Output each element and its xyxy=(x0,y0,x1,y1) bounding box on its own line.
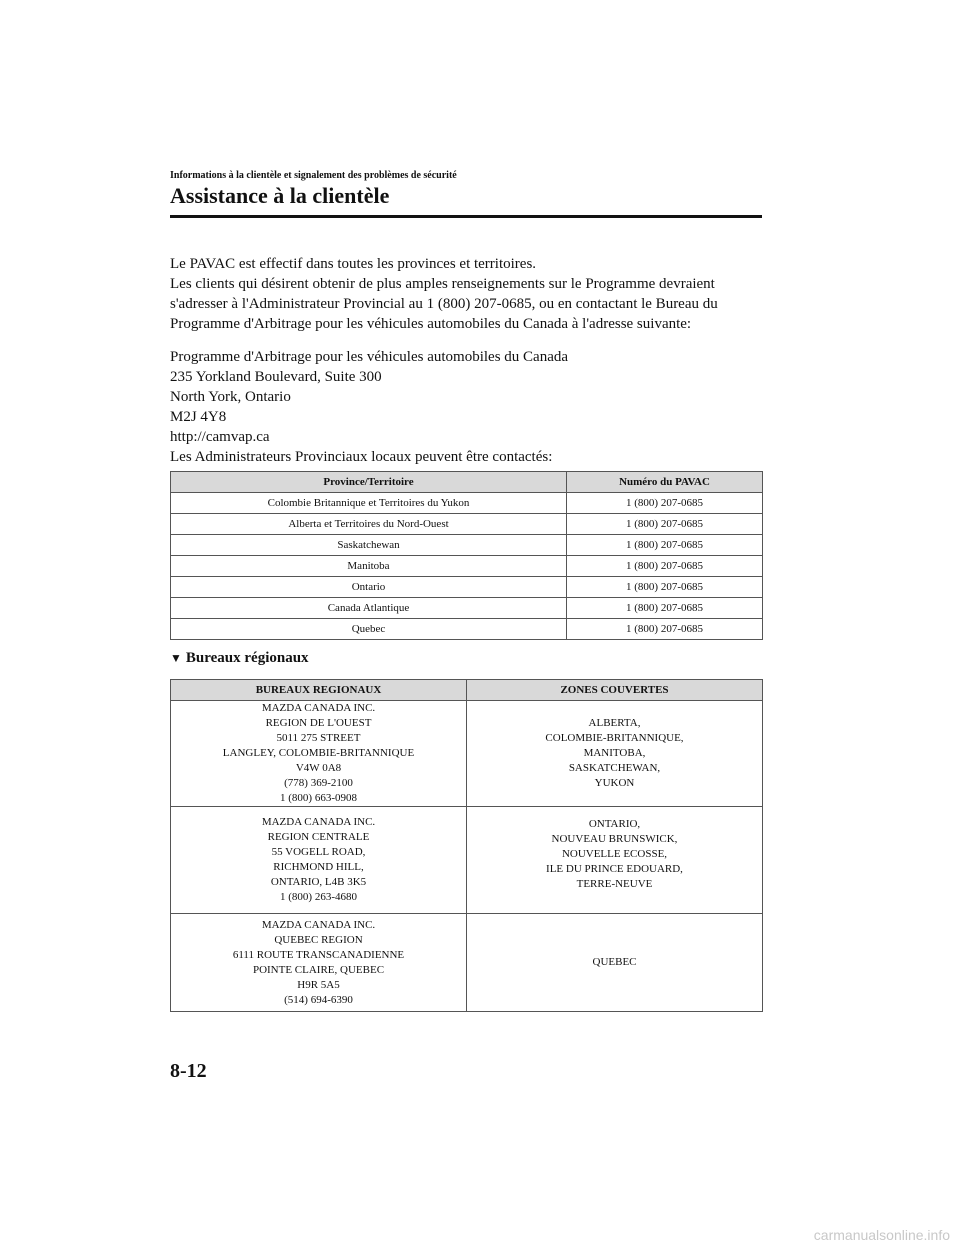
zone-line: YUKON xyxy=(594,777,635,789)
breadcrumb: Informations à la clientèle et signalement des problèmes de sécurité xyxy=(170,170,457,181)
office-line: MAZDA CANADA INC. xyxy=(261,816,376,828)
province-cell: Quebec xyxy=(171,619,567,640)
province-cell: Ontario xyxy=(171,577,567,598)
regional-offices-table xyxy=(170,679,763,1012)
office-line: RICHMOND HILL, xyxy=(273,861,364,873)
address-street: 235 Yorkland Boulevard, Suite 300 xyxy=(170,369,382,385)
office-line: QUEBEC REGION xyxy=(274,933,363,946)
zone-line: ALBERTA, xyxy=(588,717,641,729)
zone-line: MANITOBA, xyxy=(583,747,646,759)
contact-note: Les Administrateurs Provinciaux locaux peuvent être contactés: xyxy=(170,449,553,465)
office-line: POINTE CLAIRE, QUEBEC xyxy=(252,963,385,976)
table-row xyxy=(171,598,763,619)
office-line: (514) 694-6390 xyxy=(284,993,353,1006)
regional-offices-heading xyxy=(170,650,309,667)
phone-cell: 1 (800) 207-0685 xyxy=(567,556,763,577)
zone-line: COLOMBIE-BRITANNIQUE, xyxy=(545,732,684,744)
office-line: 6111 ROUTE TRANSCANADIENNE xyxy=(232,948,405,961)
intro-line-2: Les clients qui désirent obtenir de plus amples renseignements sur le Programme devraient s'adresser à l'Administrateur Provincial au 1 (800) 207-0685, ou en contactant le Bureau du Programme d'Arbitrage pour les véhicules automobiles du Canada à l'adresse suivante: xyxy=(170,276,718,332)
phone-cell: 1 (800) 207-0685 xyxy=(567,619,763,640)
province-cell: Saskatchewan xyxy=(171,535,567,556)
address-name: Programme d'Arbitrage pour les véhicules automobiles du Canada xyxy=(170,349,569,365)
office-cell xyxy=(171,914,467,1012)
zone-line: TERRE-NEUVE xyxy=(576,878,653,890)
table-row xyxy=(171,493,763,514)
table-header-row xyxy=(171,680,763,701)
office-cell xyxy=(171,701,467,807)
zone-line: NOUVELLE ECOSSE, xyxy=(561,848,668,860)
province-cell: Manitoba xyxy=(171,556,567,577)
column-header: BUREAUX REGIONAUX xyxy=(171,680,467,701)
office-line: 55 VOGELL ROAD, xyxy=(271,846,366,858)
zone-line: NOUVEAU BRUNSWICK, xyxy=(551,833,678,845)
office-line: H9R 5A5 xyxy=(297,978,340,991)
office-line: 5011 275 STREET xyxy=(276,732,361,744)
table-row xyxy=(171,535,763,556)
pavac-table xyxy=(170,471,763,640)
intro-paragraph xyxy=(170,254,762,334)
zones-cell xyxy=(467,807,763,914)
title-divider xyxy=(170,215,762,218)
address-block xyxy=(170,347,762,467)
office-line: MAZDA CANADA INC. xyxy=(261,918,376,931)
office-line: (778) 369-2100 xyxy=(284,777,353,789)
page-title: Assistance à la clientèle xyxy=(170,183,390,208)
table-row xyxy=(171,514,763,535)
phone-cell: 1 (800) 207-0685 xyxy=(567,598,763,619)
zone-line: ILE DU PRINCE EDOUARD, xyxy=(546,863,683,875)
phone-cell: 1 (800) 207-0685 xyxy=(567,577,763,598)
province-cell: Colombie Britannique et Territoires du Yukon xyxy=(171,493,567,514)
table-row xyxy=(171,701,763,807)
phone-cell: 1 (800) 207-0685 xyxy=(567,493,763,514)
office-line: REGION CENTRALE xyxy=(267,831,370,843)
office-line: 1 (800) 663-0908 xyxy=(280,792,357,804)
intro-line-1: Le PAVAC est effectif dans toutes les provinces et territoires. xyxy=(170,256,537,272)
office-line: V4W 0A8 xyxy=(295,762,342,774)
table-row xyxy=(171,807,763,914)
table-row xyxy=(171,914,763,1012)
office-cell xyxy=(171,807,467,914)
office-line: 1 (800) 263-4680 xyxy=(280,891,357,903)
province-cell: Alberta et Territoires du Nord-Ouest xyxy=(171,514,567,535)
address-postal: M2J 4Y8 xyxy=(170,409,227,425)
table-row xyxy=(171,577,763,598)
zone-line: ONTARIO, xyxy=(588,818,641,830)
address-url: http://camvap.ca xyxy=(170,429,270,445)
office-line: LANGLEY, COLOMBIE-BRITANNIQUE xyxy=(222,747,415,759)
zones-cell xyxy=(467,914,763,1012)
phone-cell: 1 (800) 207-0685 xyxy=(567,514,763,535)
phone-cell: 1 (800) 207-0685 xyxy=(567,535,763,556)
column-header: ZONES COUVERTES xyxy=(467,680,763,701)
zone-line: SASKATCHEWAN, xyxy=(568,762,661,774)
watermark: carmanualsonline.info xyxy=(813,1227,950,1243)
address-city: North York, Ontario xyxy=(170,389,291,405)
regional-offices-label: Bureaux régionaux xyxy=(185,650,309,666)
office-line: REGION DE L'OUEST xyxy=(265,717,372,729)
province-cell: Canada Atlantique xyxy=(171,598,567,619)
column-header: Numéro du PAVAC xyxy=(567,472,763,493)
table-row xyxy=(171,556,763,577)
table-row xyxy=(171,619,763,640)
table-header-row xyxy=(171,472,763,493)
page-number: 8-12 xyxy=(170,1060,207,1082)
triangle-down-icon: ▼ xyxy=(170,651,182,665)
zones-cell xyxy=(467,701,763,807)
office-line: ONTARIO, L4B 3K5 xyxy=(270,876,367,888)
column-header: Province/Territoire xyxy=(171,472,567,493)
office-line: MAZDA CANADA INC. xyxy=(261,702,376,714)
zone-line: QUEBEC xyxy=(592,956,637,968)
